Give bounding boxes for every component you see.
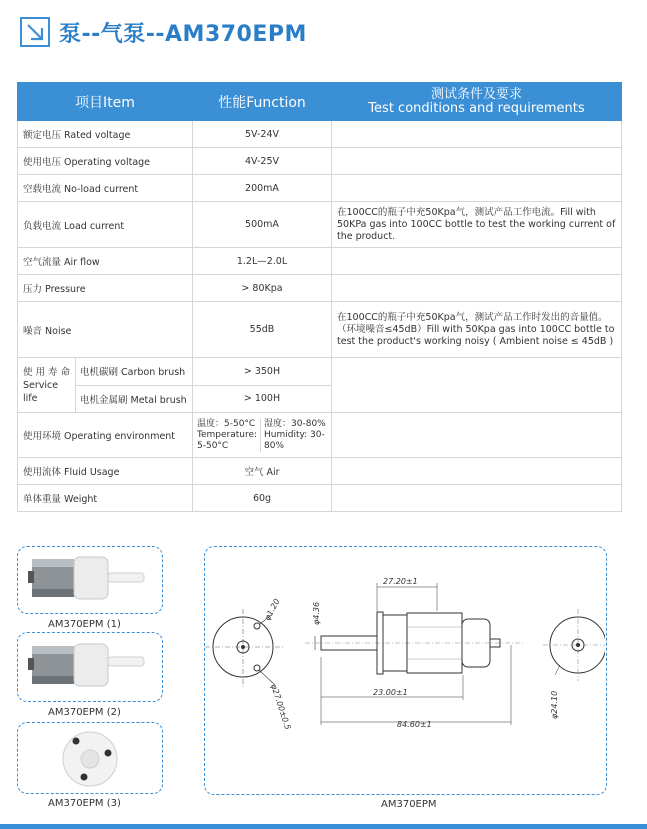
row-value: 1.2L—2.0L — [193, 248, 332, 275]
row-item: 空气流量 Air flow — [18, 248, 193, 275]
row-item: 使用环境 Operating environment — [18, 413, 193, 458]
row-item: 使用电压 Operating voltage — [18, 148, 193, 175]
side-view — [305, 577, 525, 729]
life-values — [193, 358, 332, 413]
dim-shaft: φ4.36 — [312, 601, 321, 625]
env-values — [193, 413, 332, 458]
life-label — [18, 358, 75, 412]
table-row — [18, 485, 622, 512]
life-label-en: Service life — [23, 379, 59, 404]
pump-photo-3 — [18, 723, 161, 792]
table-row — [18, 248, 622, 275]
header-test-en: Test conditions and requirements — [368, 100, 585, 116]
row-test — [332, 121, 622, 148]
table-row — [18, 121, 622, 148]
table-row — [18, 413, 622, 458]
row-test — [332, 175, 622, 202]
row-test: 在100CC的瓶子中充50Kpa气，测试产品工作电流。Fill with 50KPa gas into 100CC bottle to test the working current of the product. — [332, 202, 622, 248]
header-test — [332, 83, 622, 121]
life-carbon-value: > 350H — [193, 358, 331, 386]
life-metal-item: 电机金属刷 Metal brush — [80, 394, 187, 406]
photo-panel-2 — [17, 632, 163, 702]
photo-panel-1 — [17, 546, 163, 614]
row-test — [332, 458, 622, 485]
table-row — [18, 358, 622, 413]
row-test — [332, 358, 622, 413]
dim-total-length: 84.60±1 — [397, 720, 432, 729]
photo-caption-3: AM370EPM (3) — [48, 798, 121, 809]
life-label-cn: 使 用 寿 命 — [23, 366, 71, 378]
drawing-panel — [204, 546, 607, 795]
row-item: 单体重量 Weight — [18, 485, 193, 512]
life-carbon-item: 电机碳刷 Carbon brush — [76, 358, 192, 386]
dim-hole: φ1.20 — [262, 597, 282, 622]
row-test — [332, 148, 622, 175]
life-metal-value: > 100H — [243, 393, 281, 405]
row-item: 噪音 Noise — [18, 302, 193, 358]
life-cell — [18, 358, 193, 413]
spec-table — [17, 82, 622, 512]
end-view — [543, 609, 605, 719]
pump-photo-2 — [18, 633, 161, 700]
table-row — [18, 302, 622, 358]
header-function: 性能Function — [193, 83, 332, 121]
table-row — [18, 458, 622, 485]
table-row — [18, 175, 622, 202]
dim-end-dia: φ24.10 — [550, 690, 559, 719]
row-item: 压力 Pressure — [18, 275, 193, 302]
life-subitems — [75, 358, 192, 412]
row-value: 空气 Air — [193, 458, 332, 485]
table-row — [18, 275, 622, 302]
photo-panel-3 — [17, 722, 163, 794]
row-test — [332, 275, 622, 302]
row-item: 空载电流 No-load current — [18, 175, 193, 202]
page-title: 泵--气泵--AM370EPM — [59, 21, 307, 47]
dim-motor-length: 23.00±1 — [373, 688, 408, 697]
env-temp: 温度：5-50°C Temperature: 5-50°C — [197, 418, 258, 451]
bottom-accent-bar — [0, 824, 647, 829]
page-header — [20, 14, 307, 50]
photo-caption-1: AM370EPM (1) — [48, 619, 121, 630]
header-item: 项目Item — [18, 83, 193, 121]
env-humidity: 湿度：30-80% Humidity: 30-80% — [260, 419, 329, 452]
row-item: 使用流体 Fluid Usage — [18, 458, 193, 485]
front-view — [205, 597, 292, 731]
row-value: 4V-25V — [193, 148, 332, 175]
dimension-drawing — [205, 547, 605, 793]
row-test — [332, 485, 622, 512]
table-row — [18, 202, 622, 248]
row-test: 在100CC的瓶子中充50Kpa气，测试产品工作时发出的音量值。（环境噪音≤45dB）Fill with 50Kpa gas into 100CC bottle to test the product's working noisy ( Ambient noise ≤ 45dB ) — [332, 302, 622, 358]
row-item: 负载电流 Load current — [18, 202, 193, 248]
table-row — [18, 148, 622, 175]
table-header-row — [18, 83, 622, 121]
pump-photo-1 — [18, 547, 161, 612]
photo-caption-2: AM370EPM (2) — [48, 707, 121, 718]
row-value: 5V-24V — [193, 121, 332, 148]
row-value: 500mA — [193, 202, 332, 248]
row-value: 60g — [193, 485, 332, 512]
drawing-caption: AM370EPM — [381, 799, 437, 810]
row-test — [332, 248, 622, 275]
header-test-cn: 测试条件及要求 — [430, 86, 522, 102]
row-value: 200mA — [193, 175, 332, 202]
row-item: 额定电压 Rated voltage — [18, 121, 193, 148]
dim-body-length: 27.20±1 — [383, 577, 418, 586]
row-test — [332, 413, 622, 458]
arrow-down-right-icon — [20, 17, 50, 47]
row-value: > 80Kpa — [193, 275, 332, 302]
row-value: 55dB — [193, 302, 332, 358]
dim-bolt-circle: φ27.00±0.5 — [269, 682, 293, 731]
